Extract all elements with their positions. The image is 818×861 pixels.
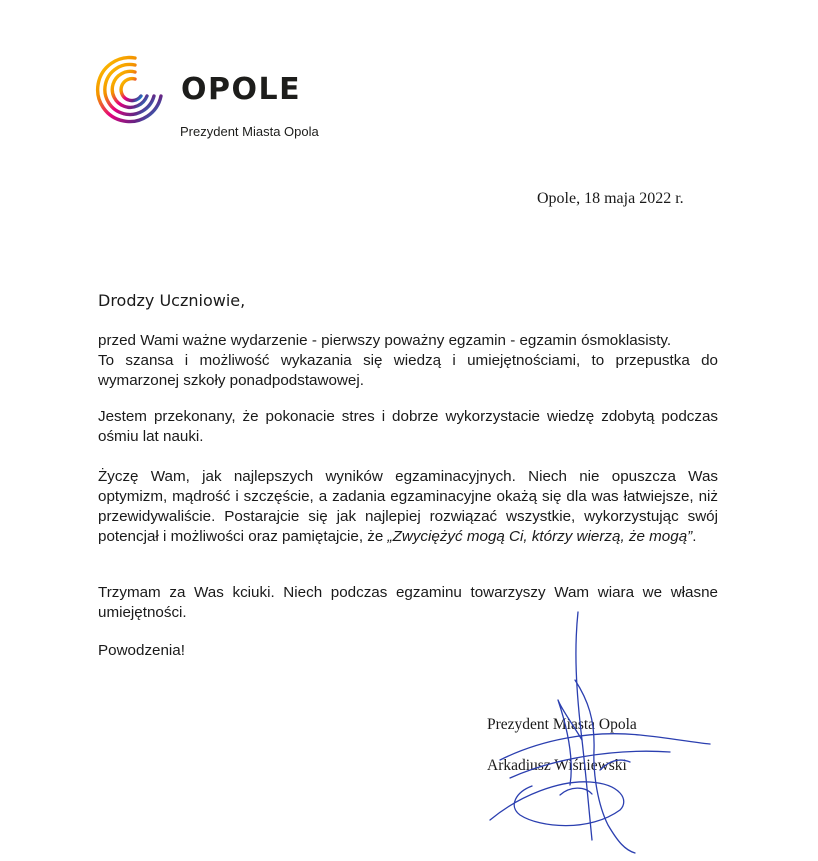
salutation: Drodzy Uczniowie, bbox=[98, 291, 246, 310]
signatory-title: Prezydent Miasta Opola bbox=[487, 716, 637, 733]
letterhead-subtitle: Prezydent Miasta Opola bbox=[180, 124, 319, 139]
paragraph-3-quote: „Zwyciężyć mogą Ci, którzy wierzą, że mogą” bbox=[387, 528, 693, 545]
paragraph-1 bbox=[98, 331, 718, 391]
signatory-name: Arkadiusz Wiśniewski bbox=[487, 757, 627, 774]
logo-wordmark: OPOLE bbox=[181, 72, 302, 107]
paragraph-2: Jestem przekonany, że pokonacie stres i dobrze wykorzystacie wiedzę zdobytą podczas ośmiu lat nauki. bbox=[98, 408, 718, 445]
paragraph-1-line-1: przed Wami ważne wydarzenie - pierwszy poważny egzamin - egzamin ósmoklasisty. bbox=[98, 332, 672, 349]
paragraph-3 bbox=[98, 467, 718, 547]
opole-logo-icon bbox=[95, 52, 167, 128]
paragraph-1-rest: To szansa i możliwość wykazania się wiedzą i umiejętnościami, to przepustka do wymarzonej szkoły ponadpodstawowej. bbox=[98, 352, 718, 389]
paragraph-4: Trzymam za Was kciuki. Niech podczas egzaminu towarzyszy Wam wiara we własne umiejętności. bbox=[98, 584, 718, 621]
letter-date: Opole, 18 maja 2022 r. bbox=[537, 190, 684, 207]
handwritten-signature bbox=[470, 610, 730, 860]
paragraph-5: Powodzenia! bbox=[98, 642, 185, 659]
paragraph-3-end: . bbox=[692, 528, 697, 545]
paragraph-3-main: Życzę Wam, jak najlepszych wyników egzaminacyjnych. Niech nie opuszcza Was optymizm, mądrość i szczęście, a zadania egzaminacyjne okażą się dla was łatwiejsze, niż przewidywaliście. Postarajcie się jak najlepiej rozwiązać wszystkie, wykorzystując swój potencjał i możliwości oraz pamiętajcie, że bbox=[98, 468, 718, 545]
